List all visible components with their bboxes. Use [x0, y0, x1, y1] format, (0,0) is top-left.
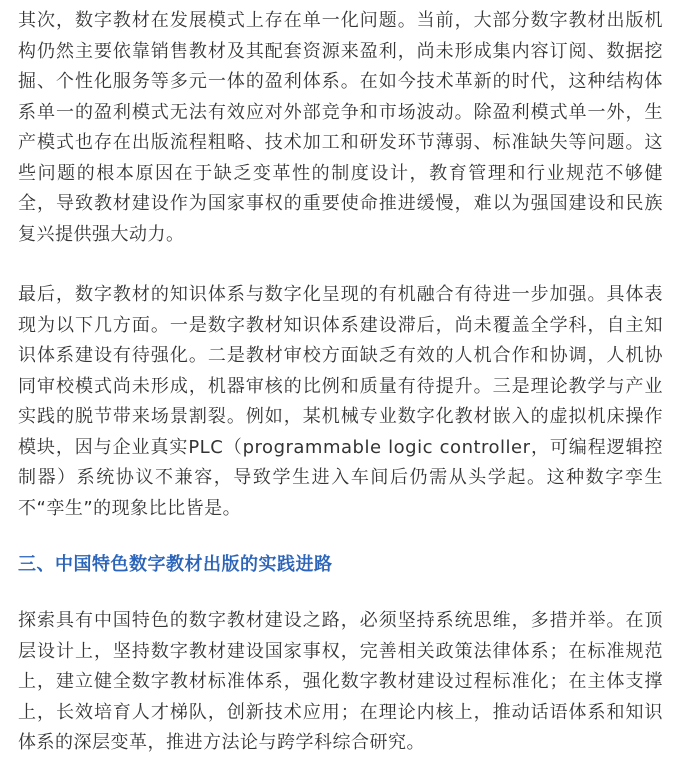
paragraph-knowledge-system: 最后，数字教材的知识体系与数字化呈现的有机融合有待进一步加强。具体表现为以下几方面。一是数字教材知识体系建设滞后，尚未覆盖全学科，自主知识体系建设有待强化。二是教材审校方面缺乏有效的人机合作和协调，人机协同审校模式尚未形成，机器审核的比例和质量有待提升。三是理论教学与产业实践的脱节带来场景割裂。例如，某机械专业数字化教材嵌入的虚拟机床操作模块，因与企业真实PLC（programmable logic controller，可编程逻辑控制器）系统协议不兼容，导致学生进入车间后仍需从头学起。这种数字孪生不“孪生”的现象比比皆是。: [18, 284, 663, 519]
paragraph-practice-path: 探索具有中国特色的数字教材建设之路，必须坚持系统思维，多措并举。在顶层设计上，坚持数字教材建设国家事权，完善相关政策法律体系；在标准规范上，建立健全数字教材标准体系，强化数字教材建设过程标准化；在主体支撑上，长效培育人才梯队，创新技术应用；在理论内核上，推动话语体系和知识体系的深层变革，推进方法论与跨学科综合研究。: [18, 610, 663, 753]
section-heading: 三、中国特色数字教材出版的实践进路: [18, 554, 333, 575]
paragraph-development-model: 其次，数字教材在发展模式上存在单一化问题。当前，大部分数字教材出版机构仍然主要依靠销售教材及其配套资源来盈利，尚未形成集内容订阅、数据挖掘、个性化服务等多元一体的盈利体系。在如今技术革新的时代，这种结构体系单一的盈利模式无法有效应对外部竞争和市场波动。除盈利模式单一外，生产模式也存在出版流程粗略、技术加工和研发环节薄弱、标准缺失等问题。这些问题的根本原因在于缺乏变革性的制度设计，教育管理和行业规范不够健全，导致教材建设作为国家事权的重要使命推进缓慢，难以为强国建设和民族复兴提供强大动力。: [18, 10, 663, 245]
